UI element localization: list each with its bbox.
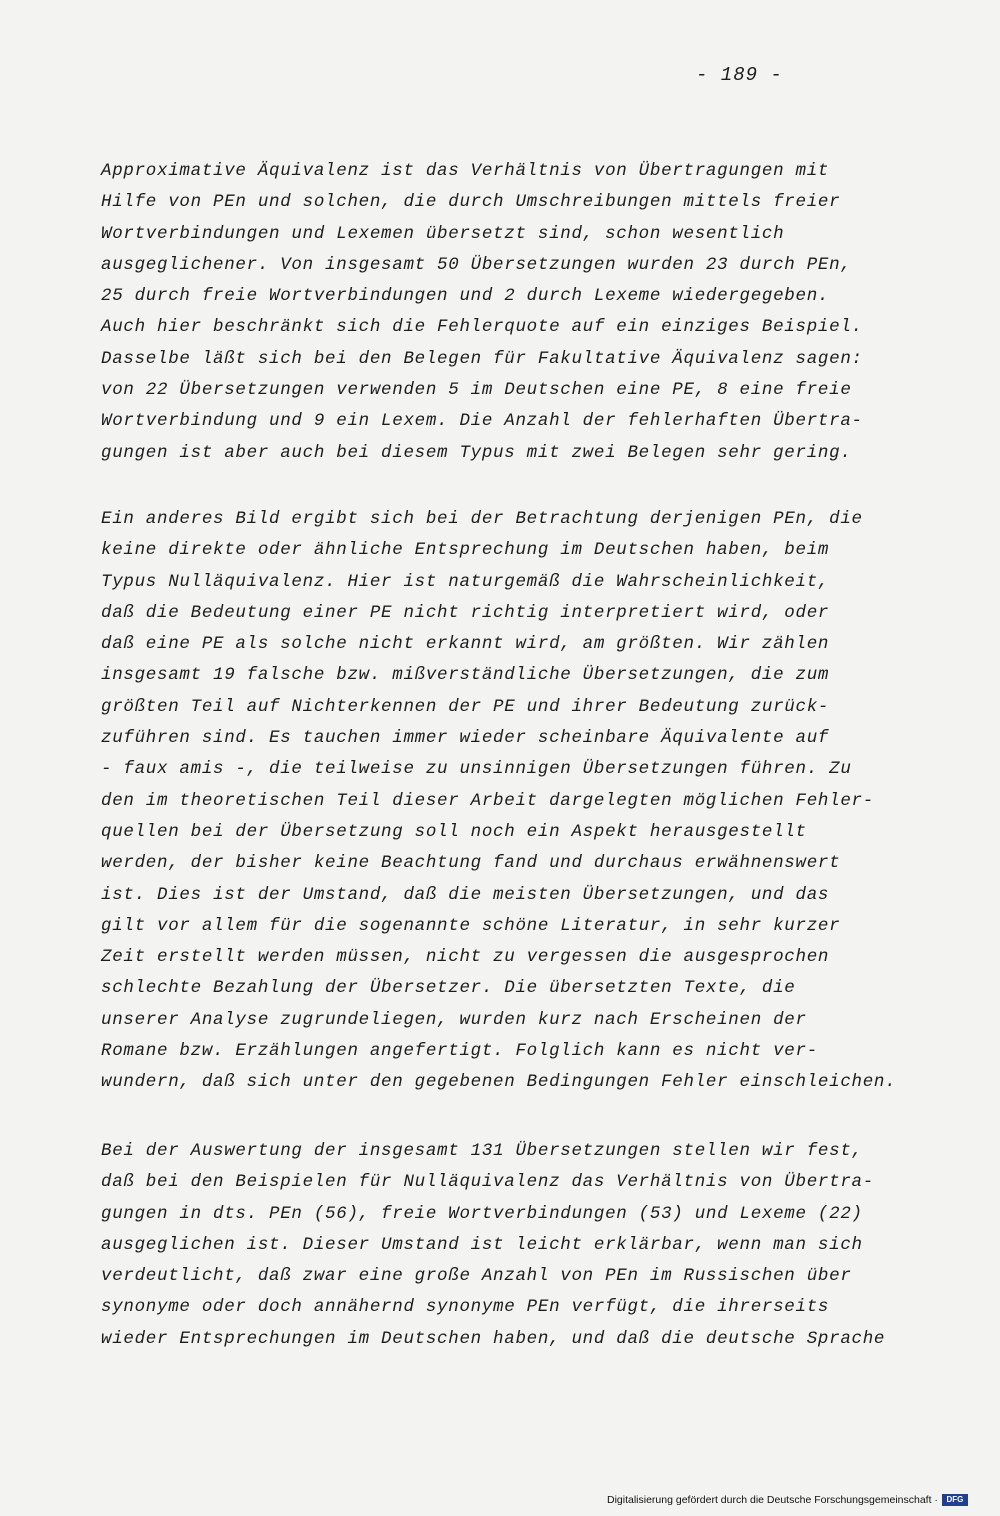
text-line: Wortverbindungen und Lexemen übersetzt sind, schon wesentlich xyxy=(101,223,785,244)
text-line: daß die Bedeutung einer PE nicht richtig interpretiert wird, oder xyxy=(101,602,830,623)
text-line: keine direkte oder ähnliche Entsprechung im Deutschen haben, beim xyxy=(101,540,830,561)
paragraph-3 xyxy=(101,1136,886,1355)
text-line: Wortverbindung und 9 ein Lexem. Die Anzahl der fehlerhaften Übertra- xyxy=(101,411,863,432)
text-line: 25 durch freie Wortverbindungen und 2 durch Lexeme wiedergegeben. xyxy=(101,286,830,307)
paragraph-2 xyxy=(101,504,897,1099)
page-number: - 189 - xyxy=(696,64,783,86)
text-line: synonyme oder doch annähernd synonyme PEn verfügt, die ihrerseits xyxy=(101,1297,830,1318)
text-line: den im theoretischen Teil dieser Arbeit dargelegten möglichen Fehler- xyxy=(101,790,874,811)
text-line: Ein anderes Bild ergibt sich bei der Betrachtung derjenigen PEn, die xyxy=(101,509,863,529)
text-line: zuführen sind. Es tauchen immer wieder scheinbare Äquivalente auf xyxy=(101,728,830,749)
text-line: Bei der Auswertung der insgesamt 131 Übersetzungen stellen wir fest, xyxy=(101,1141,863,1161)
footer-attribution xyxy=(607,1494,968,1506)
text-line: unserer Analyse zugrundeliegen, wurden kurz nach Erscheinen der xyxy=(101,1009,807,1030)
text-line: daß bei den Beispielen für Nulläquivalenz das Verhältnis von Übertra- xyxy=(101,1172,874,1193)
text-line: Approximative Äquivalenz ist das Verhältnis von Übertragungen mit xyxy=(101,161,830,181)
text-line: ist. Dies ist der Umstand, daß die meisten Übersetzungen, und das xyxy=(101,884,830,905)
text-line: Dasselbe läßt sich bei den Belegen für Fakultative Äquivalenz sagen: xyxy=(101,348,863,369)
text-line: größten Teil auf Nichterkennen der PE und ihrer Bedeutung zurück- xyxy=(101,696,830,717)
text-line: Zeit erstellt werden müssen, nicht zu vergessen die ausgesprochen xyxy=(101,947,830,968)
text-line: - faux amis -, die teilweise zu unsinnigen Übersetzungen führen. Zu xyxy=(101,759,852,780)
text-line: insgesamt 19 falsche bzw. mißverständliche Übersetzungen, die zum xyxy=(101,665,830,686)
text-line: quellen bei der Übersetzung soll noch ein Aspekt herausgestellt xyxy=(101,821,807,842)
text-line: wundern, daß sich unter den gegebenen Bedingungen Fehler einschleichen. xyxy=(101,1072,897,1093)
text-line: gungen ist aber auch bei diesem Typus mit zwei Belegen sehr gering. xyxy=(101,442,852,463)
text-line: werden, der bisher keine Beachtung fand und durchaus erwähnenswert xyxy=(101,853,841,874)
text-line: gilt vor allem für die sogenannte schöne Literatur, in sehr kurzer xyxy=(101,915,841,936)
dfg-logo-icon: DFG xyxy=(942,1494,968,1506)
text-line: wieder Entsprechungen im Deutschen haben, und daß die deutsche Sprache xyxy=(101,1328,886,1349)
text-line: Auch hier beschränkt sich die Fehlerquote auf ein einziges Beispiel. xyxy=(101,317,863,338)
text-line: von 22 Übersetzungen verwenden 5 im Deutschen eine PE, 8 eine freie xyxy=(101,380,852,401)
text-line: ausgeglichen ist. Dieser Umstand ist leicht erklärbar, wenn man sich xyxy=(101,1234,863,1255)
paragraph-1 xyxy=(101,156,861,469)
text-line: Romane bzw. Erzählungen angefertigt. Folglich kann es nicht ver- xyxy=(101,1041,818,1062)
text-line: ausgeglichener. Von insgesamt 50 Übersetzungen wurden 23 durch PEn, xyxy=(101,254,852,275)
footer-text: Digitalisierung gefördert durch die Deutsche Forschungsgemeinschaft · xyxy=(607,1494,938,1506)
text-line: Hilfe von PEn und solchen, die durch Umschreibungen mittels freier xyxy=(101,192,841,213)
text-line: Typus Nulläquivalenz. Hier ist naturgemäß die Wahrscheinlichkeit, xyxy=(101,571,830,592)
text-line: verdeutlicht, daß zwar eine große Anzahl von PEn im Russischen über xyxy=(101,1266,852,1287)
text-line: gungen in dts. PEn (56), freie Wortverbindungen (53) und Lexeme (22) xyxy=(101,1203,863,1224)
text-line: daß eine PE als solche nicht erkannt wird, am größten. Wir zählen xyxy=(101,634,830,655)
text-line: schlechte Bezahlung der Übersetzer. Die übersetzten Texte, die xyxy=(101,978,796,999)
